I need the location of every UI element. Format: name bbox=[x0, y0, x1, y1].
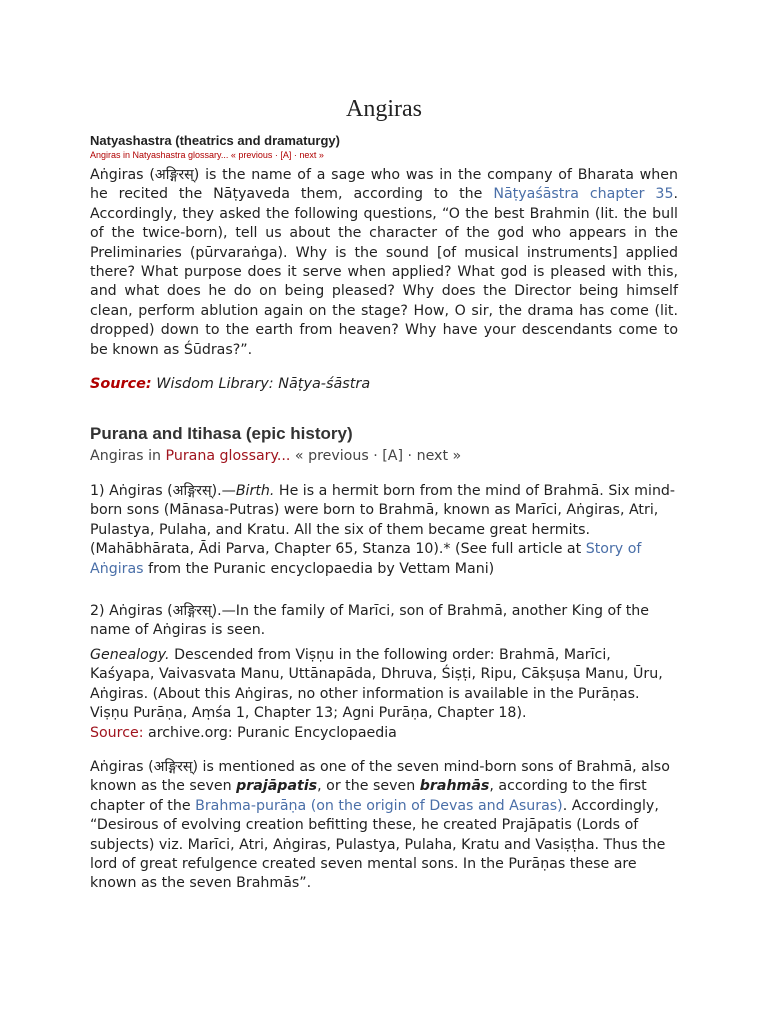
natyashastra-text-end: . Accordingly, they asked the following questions, “O the best Brahmin (lit. the bull of the twice-born), tell us about the character of the god who appears in the Preliminaries (pūrvaraṅga). Why is the sound [of musical instruments] applied there? What purpose does it serve when applied? What god is pleased with this, and what does he do on being pleased? Why does the Director being himself clean, perform ablution again on the stage? How, O sir, the drama has come (lit. dropped) down to the earth from heaven? Why have your descendants come to be known as Śūdras?”. bbox=[90, 186, 678, 358]
purana-entry-1 bbox=[90, 482, 678, 579]
genealogy-text: Descended from Viṣṇu in the following order: Brahmā, Marīci, Kaśyapa, Vaivasvata Manu, Uttānapāda, Dhruva, Śiṣṭi, Ripu, Cākṣuṣa Manu, Ūru, Aṅgiras. (About this Aṅgiras, no other information is available in the Purāṇas. Viṣṇu Purāṇa, Aṃśa 1, Chapter 13; Agni Purāṇa, Chapter 18). bbox=[90, 647, 663, 722]
brahma-purana-paragraph bbox=[90, 758, 678, 894]
genealogy-paragraph bbox=[90, 646, 678, 743]
entry-1-birth-label: Birth. bbox=[235, 483, 275, 499]
purana-glossary-prefix: Angiras in bbox=[90, 448, 166, 464]
natyashastra-heading: Natyashastra (theatrics and dramaturgy) bbox=[90, 133, 340, 148]
brahmas-term: brahmās bbox=[419, 778, 490, 795]
natyashastra-chapter-link[interactable]: Nāṭyaśāstra chapter 35 bbox=[493, 186, 674, 203]
genealogy-label: Genealogy. bbox=[90, 647, 170, 663]
p3-text-e: . Accordingly, “Desirous of evolving creation befitting these, he created Prajāpatis (Lords of subjects) viz. Marīci, Atri, Aṅgiras, Pulastya, Pulaha, Kratu and Vasiṣṭha. Thus the lord of great refulgence created seven mental sons. In the Purāṇas these are known as the seven Brahmās”. bbox=[90, 797, 666, 892]
entry-1-text: He is a hermit born from the mind of Brahmā. Six mind-born sons (Mānasa-Putras) were born to Brahmā, known as Marīci, Aṅgiras, Atri, Pulastya, Pulaha, and Kratu. All the six of them became great hermits. (Mahābhārata, Ādi Parva, Chapter 65, Stanza 10).* (See full article at bbox=[90, 483, 676, 558]
purana-glossary-line bbox=[90, 448, 461, 464]
p3-text-c: , or the seven bbox=[317, 778, 420, 795]
source-value: Wisdom Library: Nāṭya-śāstra bbox=[151, 376, 371, 392]
source-2-value: archive.org: Puranic Encyclopaedia bbox=[143, 724, 397, 741]
purana-glossary-link[interactable]: Purana glossary... bbox=[165, 448, 291, 464]
page-title: Angiras bbox=[346, 96, 422, 122]
entry-1-end: from the Puranic encyclopaedia by Vettam Mani) bbox=[143, 560, 495, 577]
natyashastra-text-start: Aṅgiras (अङ्गिरस्) is the name of a sage who was in the company of Bharata when he recited the Nāṭyaveda them, according to the bbox=[90, 167, 678, 203]
natyashastra-source bbox=[90, 376, 370, 392]
source-2-label: Source: bbox=[90, 724, 144, 741]
natyashastra-paragraph bbox=[90, 166, 678, 360]
purana-heading: Purana and Itihasa (epic history) bbox=[90, 424, 353, 443]
natyashastra-glossary-nav[interactable]: Angiras in Natyashastra glossary... « previous · [A] · next » bbox=[90, 150, 324, 160]
story-of-angiras-link[interactable]: Story of Aṅgiras bbox=[90, 541, 642, 577]
purana-glossary-nav[interactable]: « previous · [A] · next » bbox=[290, 448, 462, 464]
prajapatis-term: prajāpatis bbox=[236, 778, 318, 795]
p3-text-d: , according to the first chapter of the bbox=[90, 778, 647, 814]
brahma-purana-link[interactable]: Brahma-purāṇa (on the origin of Devas and Asuras) bbox=[195, 797, 563, 814]
source-label: Source: bbox=[90, 376, 152, 392]
p3-text-a: Aṅgiras (अङ्गिरस्) is mentioned as one of the seven mind-born sons of Brahmā, also known as the seven bbox=[90, 759, 670, 795]
purana-entry-2: 2) Aṅgiras (अङ्गिरस्).—In the family of Marīci, son of Brahmā, another King of the name of Aṅgiras is seen. bbox=[90, 603, 649, 639]
entry-1-start: 1) Aṅgiras (अङ्गिरस्).— bbox=[90, 483, 236, 499]
